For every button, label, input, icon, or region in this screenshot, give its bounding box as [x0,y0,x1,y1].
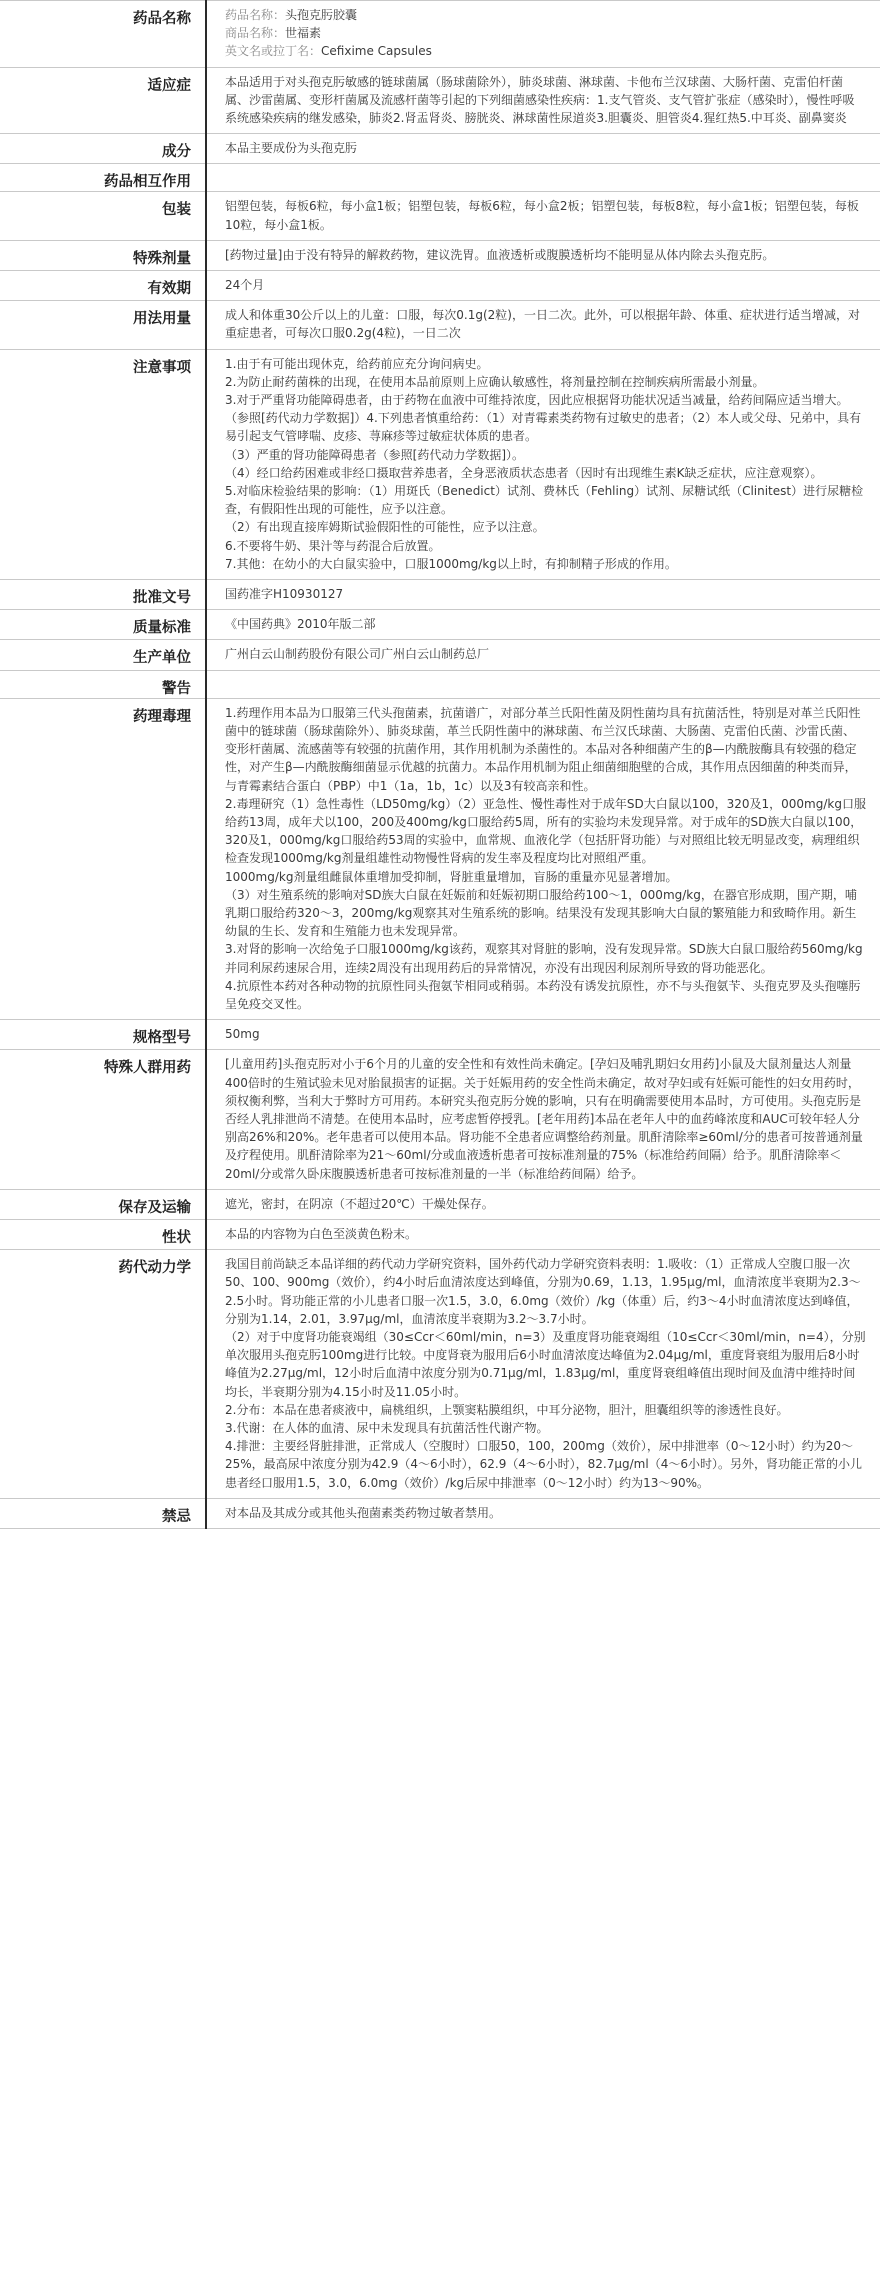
value-interactions [206,164,880,192]
label-manufacturer: 生产单位 [0,640,206,670]
value-approval-number: 国药准字H10930127 [206,580,880,610]
row-interactions [0,164,880,192]
row-packaging [0,192,880,240]
generic-name: 头孢克肟胶囊 [285,8,358,22]
trade-name-label: 商品名称： [225,26,286,41]
label-packaging: 包装 [0,192,206,240]
row-validity [0,271,880,301]
value-ingredients: 本品主要成份为头孢克肟 [206,134,880,164]
label-overdose: 特殊剂量 [0,240,206,270]
precautions-paragraph: （4）经口给药困难或非经口摄取营养患者，全身恶液质状态患者（因时有出现维生素K缺乏症状，应注意观察）。 [225,465,823,480]
pharmacokinetics-paragraph: 2.分布：本品在患者痰液中，扁桃组织，上颚窦粘膜组织，中耳分泌物，胆汁，胆囊组织等的渗透性良好。 [225,1402,789,1417]
label-special-populations: 特殊人群用药 [0,1050,206,1189]
row-quality-standard [0,610,880,640]
english-name-label: 英文名或拉丁名： [225,44,322,59]
row-pharmacokinetics [0,1250,880,1499]
precautions-paragraph: 6.不要将牛奶、果汁等与药混合后放置。 [225,538,441,553]
label-pharmacokinetics: 药代动力学 [0,1250,206,1499]
row-pharmacology [0,698,880,1019]
pharmacology-paragraph: 3.对肾的影响一次给兔子口服1000mg/kg该药，观察其对肾脏的影响，没有发现异常。SD族大白鼠口服给药560mg/kg并同利尿药速尿合用，连续2周没有出现用药后的异常情况，亦没有出现因利尿剂所导致的肾功能恶化。 [225,942,863,975]
row-storage [0,1189,880,1219]
pharmacology-paragraph: （3）对生殖系统的影响对SD族大白鼠在妊娠前和妊娠初期口服给药100～1，000mg/kg，在器官形成期，围产期，哺乳期口服给药320～3，200mg/kg观察其对生殖系统的影响。结果没有发现其影响大白鼠的繁殖能力和致畸作用。新生幼鼠的生长、发育和生殖能力也未发现异常。 [225,887,857,939]
row-approval-number [0,580,880,610]
value-precautions [206,349,880,579]
generic-name-label: 药品名称： [225,8,286,22]
value-special-populations: [儿童用药]头孢克肟对小于6个月的儿童的安全性和有效性尚未确定。[孕妇及哺乳期妇女用药]小鼠及大鼠剂量达人剂量400倍时的生殖试验未见对胎鼠损害的证据。关于妊娠用药的安全性尚未确定，故对孕妇或有妊娠可能性的妇女用药时，须权衡利弊，当利大于弊时方可用药。本研究头孢克肟分娩的影响，只有在明确需要使用本品时，方可使用。头孢克肟是否经人乳排泄尚不清楚。在使用本品时，应考虑暂停授乳。[老年用药]本品在老年人中的血药峰浓度和AUC可较年轻人分别高26%和20%。老年患者可以使用本品。肾功能不全患者应调整给药剂量。肌酐清除率≥60ml/分的患者可按普通剂量及疗程使用。肌酐清除率为21～60ml/分或血液透析患者可按标准剂量的75%（标准给药间隔）给予。肌酐清除率＜20ml/分或常久卧床腹膜透析患者可按标准剂量的一半（标准给药间隔）给予。 [206,1050,880,1189]
precautions-paragraph: 3.对于严重肾功能障碍患者，由于药物在血液中可维持浓度，因此应根据肾功能状况适当减量，给药间隔应适当增大。（参照[药代动力学数据]）4.下列患者慎重给药：（1）对青霉素类药物有过敏史的患者；（2）本人或父母、兄弟中，具有易引起支气管哮喘、皮疹、荨麻疹等过敏症状体质的患者。 [225,393,862,444]
label-contraindications: 禁忌 [0,1498,206,1528]
row-warning [0,670,880,698]
row-precautions [0,349,880,579]
value-overdose: [药物过量]由于没有特异的解救药物，建议洗胃。血液透析或腹膜透析均不能明显从体内除去头孢克肟。 [206,240,880,270]
row-manufacturer [0,640,880,670]
value-storage: 遮光，密封，在阴凉（不超过20℃）干燥处保存。 [206,1189,880,1219]
label-quality-standard: 质量标准 [0,610,206,640]
label-warning: 警告 [0,670,206,698]
value-quality-standard: 《中国药典》2010年版二部 [206,610,880,640]
pharmacology-paragraph: 4.抗原性本药对各种动物的抗原性同头孢氨苄相同或稍弱。本药没有诱发抗原性，亦不与头孢氨苄、头孢克罗及头孢噻肟呈免疫交叉性。 [225,978,861,1011]
pharmacokinetics-paragraph: 4.排泄：主要经肾脏排泄，正常成人（空腹时）口服50，100，200mg（效价），尿中排泄率（0～12小时）约为20～25%，最高尿中浓度分别为42.9（4～6小时），62.9（4～6小时），82.7μg/ml（4～6小时）。另外，肾功能正常的小儿患者经口服用1.5，3.0，6.0mg（效价）/kg后尿中排泄率（0～12小时）约为13～90%。 [225,1439,862,1490]
label-appearance: 性状 [0,1219,206,1249]
precautions-paragraph: 1.由于有可能出现休克，给药前应充分询问病史。 [225,356,489,371]
precautions-paragraph: 5.对临床检验结果的影响：（1）用斑氏（Benedict）试剂、费林氏（Fehling）试剂、尿糖试纸（Clinitest）进行尿糖检查，有假阳性出现的可能性，应予以注意。 [225,484,864,517]
value-manufacturer: 广州白云山制药股份有限公司广州白云山制药总厂 [206,640,880,670]
label-dosage: 用法用量 [0,301,206,349]
label-storage: 保存及运输 [0,1189,206,1219]
english-name: Cefixime Capsules [321,44,432,59]
pharmacology-paragraph: 1.药理作用本品为口服第三代头孢菌素，抗菌谱广，对部分革兰氏阳性菌及阴性菌均具有抗菌活性，特别是对革兰氏阳性菌中的链球菌（肠球菌除外）、肺炎球菌，革兰氏阴性菌中的淋球菌、布兰汉氏球菌、大肠菌、克雷伯氏菌、沙雷氏菌、变形杆菌属、流感菌等有较强的抗菌作用，其作用机制为杀菌性的。本品对各种细菌产生的β—内酰胺酶具有较强的稳定性，对产生β—内酰胺酶细菌显示优越的抗菌力。本品作用机制为阻止细菌细胞壁的合成，其作用点因细菌的种类而异，与青霉素结合蛋白（PBP）中1（1a，1b，1c）以及3有较高亲和性。 [225,705,861,793]
pharmacokinetics-paragraph: 3.代谢：在人体的血清、尿中未发现具有抗菌活性代谢产物。 [225,1421,549,1435]
label-approval-number: 批准文号 [0,580,206,610]
label-ingredients: 成分 [0,134,206,164]
label-validity: 有效期 [0,271,206,301]
precautions-paragraph: （2）有出现直接库姆斯试验假阳性的可能性，应予以注意。 [225,520,545,535]
label-indications: 适应症 [0,67,206,134]
pharmacology-paragraph: 1000mg/kg剂量组雌鼠体重增加受抑制，肾脏重量增加，盲肠的重量亦见显著增加。 [225,869,678,884]
row-ingredients [0,134,880,164]
row-appearance [0,1219,880,1249]
row-contraindications [0,1498,880,1528]
value-pharmacokinetics [206,1250,880,1499]
value-dosage: 成人和体重30公斤以上的儿童：口服，每次0.1g(2粒)，一日二次。此外，可以根据年龄、体重、症状进行适当增减，对重症患者，可每次口服0.2g(4粒)，一日二次 [206,301,880,349]
pharmacokinetics-paragraph: （2）对于中度肾功能衰竭组（30≤Ccr＜60ml/min，n=3）及重度肾功能衰竭组（10≤Ccr＜30ml/min，n=4），分别单次服用头孢克肟100mg进行比较。中度肾衰为服用后6小时血清浓度达峰值为2.04μg/ml，重度肾衰组为服用后8小时峰值为2.27μg/ml，12小时后血清中浓度分别为0.71μg/ml，1.83μg/ml，重度肾衰组峰值出现时间及血清中维持时间均长，半衰期分别为4.15小时及11.05小时。 [225,1329,866,1399]
row-dosage [0,301,880,349]
precautions-paragraph: 7.其他：在幼小的大白鼠实验中，口服1000mg/kg以上时，有抑制精子形成的作用。 [225,556,677,571]
pharmacology-paragraph: 2.毒理研究（1）急性毒性（LD50mg/kg）（2）亚急性、慢性毒性对于成年SD大白鼠以100，320及1，000mg/kg口服给药13周，成年犬以100，200及400mg/kg口服给药5周，所有的实验均未发现异常。对于成年的SD族大白鼠以100，320及1，000mg/kg口服给药53周的实验中，血常规、血液化学（包括肝肾功能）与对照组比较无明显改变，病理组织检查发现1000mg/kg剂量组雄性动物慢性肾病的发生率及程度均比对照组严重。 [225,796,866,866]
value-strength: 50mg [206,1020,880,1050]
label-strength: 规格型号 [0,1020,206,1050]
row-indications [0,67,880,134]
label-precautions: 注意事项 [0,349,206,579]
label-drug-name: 药品名称 [0,1,206,68]
precautions-paragraph: （3）严重的肾功能障碍患者（参照[药代动力学数据]）。 [225,447,525,462]
row-drug-name [0,1,880,68]
value-validity: 24个月 [206,271,880,301]
row-strength [0,1020,880,1050]
trade-name: 世福素 [285,26,322,41]
label-pharmacology: 药理毒理 [0,698,206,1019]
precautions-paragraph: 2.为防止耐药菌株的出现，在使用本品前原则上应确认敏感性，将剂量控制在控制疾病所需最小剂量。 [225,374,765,389]
label-interactions: 药品相互作用 [0,164,206,192]
value-appearance: 本品的内容物为白色至淡黄色粉末。 [206,1219,880,1249]
value-contraindications: 对本品及其成分或其他头孢菌素类药物过敏者禁用。 [206,1498,880,1528]
row-overdose [0,240,880,270]
value-drug-name [206,1,880,68]
value-indications: 本品适用于对头孢克肟敏感的链球菌属（肠球菌除外），肺炎球菌、淋球菌、卡他布兰汉球菌、大肠杆菌、克雷伯杆菌属、沙雷菌属、变形杆菌属及流感杆菌等引起的下列细菌感染性疾病：1.支气管炎、支气管扩张症（感染时），慢性呼吸系统感染疾病的继发感染，肺炎2.肾盂肾炎、膀胱炎、淋球菌性尿道炎3.胆囊炎、胆管炎4.猩红热5.中耳炎、副鼻窦炎 [206,67,880,134]
value-packaging: 铝塑包装，每板6粒，每小盒1板；铝塑包装，每板6粒，每小盒2板；铝塑包装，每板8粒，每小盒1板；铝塑包装，每板10粒，每小盒1板。 [206,192,880,240]
pharmacokinetics-paragraph: 我国目前尚缺乏本品详细的药代动力学研究资料，国外药代动力学研究资料表明：1.吸收：（1）正常成人空腹口服一次50、100、900mg（效价），约4小时后血清浓度达到峰值，分别为0.69，1.13，1.95μg/ml，血清浓度半衰期为2.3～2.5小时。肾功能正常的小儿患者口服一次1.5，3.0，6.0mg（效价）/kg（体重）后，约3～4小时血清浓度达到峰值，分别为1.14，2.01，3.97μg/ml，血清浓度半衰期为3.2～3.7小时。 [225,1257,861,1326]
value-warning [206,670,880,698]
row-special-populations [0,1050,880,1189]
value-pharmacology [206,698,880,1019]
